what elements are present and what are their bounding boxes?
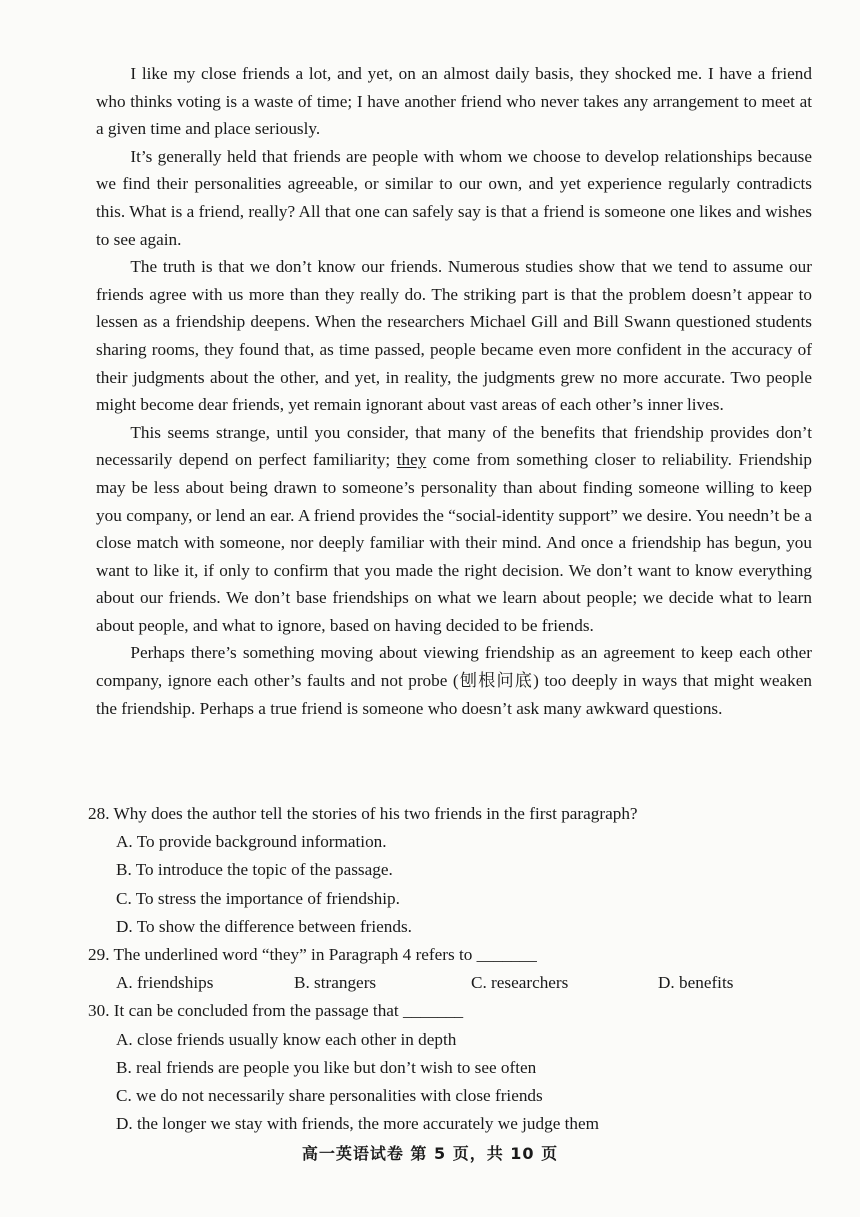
question-29-option-b: B. strangers bbox=[294, 973, 377, 993]
page-footer: 高一英语试卷 第 5 页，共 10 页 bbox=[301, 1144, 559, 1163]
question-29-stem: 29. The underlined word “they” in Paragraph 4 refers to _______ bbox=[88, 945, 537, 965]
question-30-option-c: C. we do not necessarily share personalities with close friends bbox=[116, 1086, 543, 1106]
paragraph-5: Perhaps there’s something moving about viewing friendship as an agreement to keep each other company, ignore each other’s faults and not probe (刨根问底) too deeply in ways that might weaken the friendship. Perhaps a true friend is someone who doesn’t ask many awkward questions. bbox=[96, 643, 812, 718]
question-29-option-d: D. benefits bbox=[658, 973, 734, 993]
question-29-options bbox=[88, 969, 818, 997]
question-30-option-b: B. real friends are people you like but don’t wish to see often bbox=[116, 1057, 537, 1077]
question-28-option-b: B. To introduce the topic of the passage. bbox=[116, 860, 393, 880]
paragraph-4-part-2: come from something closer to reliability. Friendship may be less about being drawn to someone’s personality than about finding someone willing to keep you company, or lend an ear. A friend provides the “social-identity support” we desire. You needn’t be a close match with someone, nor deeply familiar with their mind. And once a friendship has begun, you want to like it, if only to confirm that you made the right decision. We don’t want to know everything about our friends. We don’t base friendships on what we learn about people; we decide what to learn about people, and what to ignore, based on having decided to be friends. bbox=[96, 450, 812, 635]
question-29-option-a: A. friendships bbox=[116, 973, 214, 993]
question-28-stem: 28. Why does the author tell the stories of his two friends in the first paragraph? bbox=[88, 804, 638, 823]
question-28-option-d: D. To show the difference between friends. bbox=[116, 916, 412, 936]
question-28-option-a: A. To provide background information. bbox=[116, 832, 387, 852]
paragraph-3: The truth is that we don’t know our friends. Numerous studies show that we tend to assume our friends agree with us more than they really do. The striking part is that the problem doesn’t appear to lessen as a friendship deepens. When the researchers Michael Gill and Bill Swann questioned students sharing rooms, they found that, as time passed, people became even more confident in the accuracy of their judgments about the other, and yet, in reality, the judgments grew no more accurate. Two people might become dear friends, yet remain ignorant about vast areas of each other’s inner lives. bbox=[96, 257, 812, 415]
paragraph-4-part-1: This seems strange, until you consider, that many of the benefits that friendship provides don’t necessarily depend on perfect familiarity; bbox=[96, 422, 812, 470]
paragraph-2: It’s generally held that friends are people with whom we choose to develop relationships because we find their personalities agreeable, or similar to our own, and yet experience regularly contradicts this. What is a friend, really? All that one can safely say is that a friend is someone one likes and wishes to see again. bbox=[96, 146, 812, 249]
paragraph-4 bbox=[96, 419, 812, 640]
reading-passage bbox=[96, 60, 812, 722]
question-30-option-a: A. close friends usually know each other in depth bbox=[116, 1029, 457, 1049]
question-list bbox=[88, 800, 818, 1138]
question-29-option-c: C. researchers bbox=[471, 973, 569, 993]
question-30-stem: 30. It can be concluded from the passage that _______ bbox=[88, 1001, 464, 1021]
underlined-word-they: they bbox=[396, 450, 427, 470]
question-28-option-c: C. To stress the importance of friendship. bbox=[116, 888, 400, 908]
paragraph-1: I like my close friends a lot, and yet, on an almost daily basis, they shocked me. I have a friend who thinks voting is a waste of time; I have another friend who never takes any arrangement to meet at a given time and place seriously. bbox=[96, 64, 812, 139]
question-30-option-d: D. the longer we stay with friends, the more accurately we judge them bbox=[116, 1114, 599, 1134]
